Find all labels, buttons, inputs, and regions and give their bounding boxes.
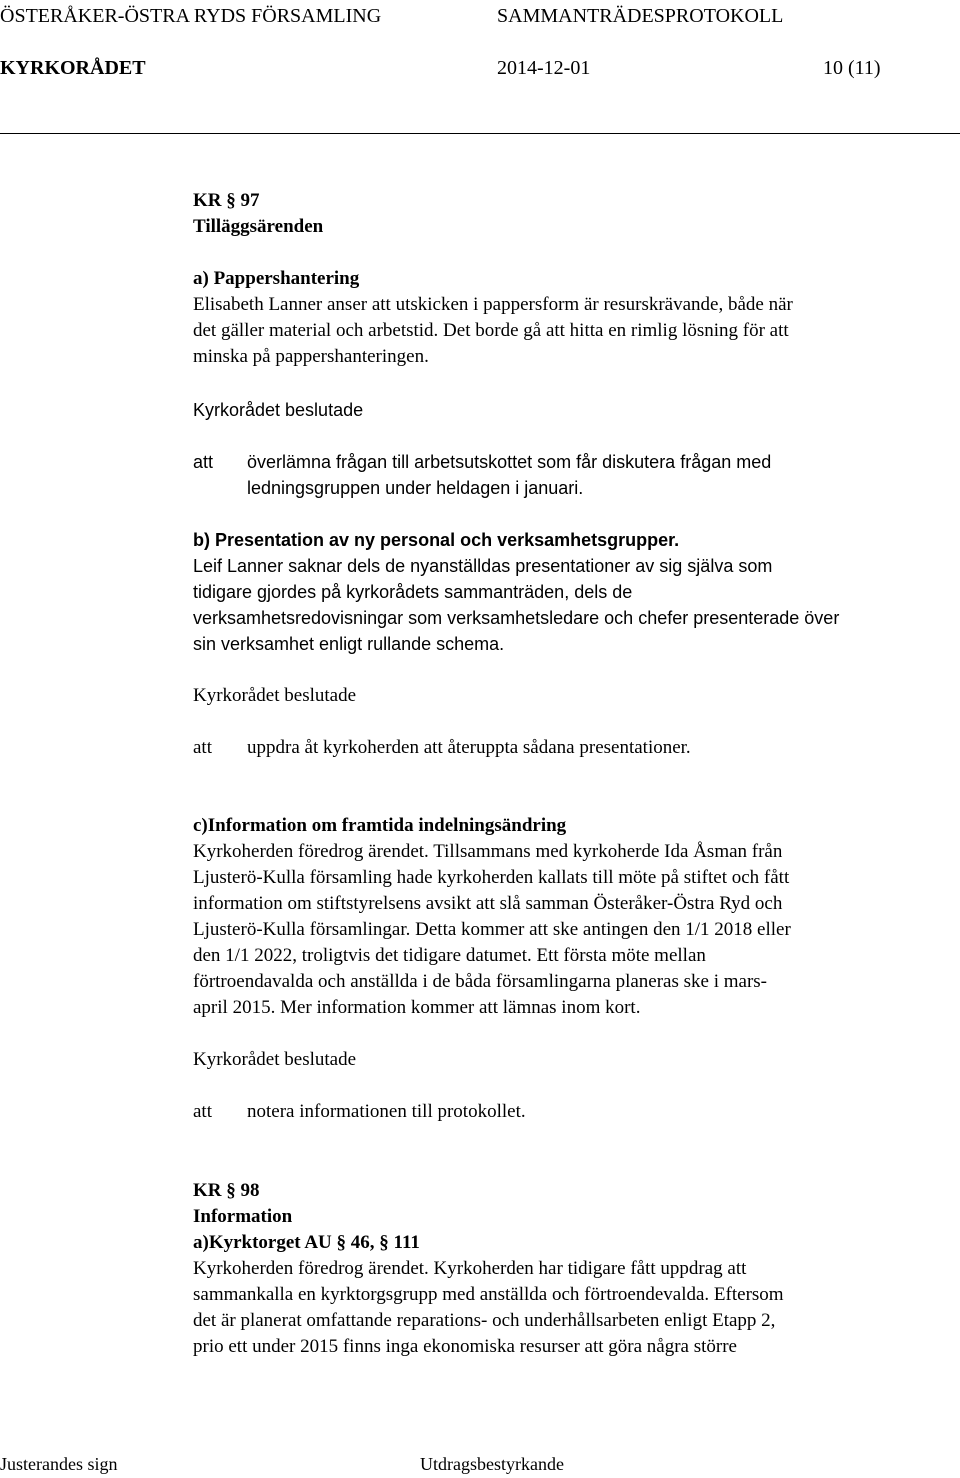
kr97a-paragraph	[193, 292, 933, 370]
text-line: sin verksamhet enligt rullande schema.	[193, 634, 505, 654]
header-body: KYRKORÅDET	[0, 57, 146, 79]
kr97c-decided: Kyrkorådet beslutade	[193, 1049, 357, 1070]
kr97b-heading: b) Presentation av ny personal och verksamhetsgrupper.	[193, 530, 680, 550]
att-label: att	[193, 452, 214, 472]
text-line: prio ett under 2015 finns inga ekonomiska resurser att göra några större	[193, 1336, 737, 1357]
decision-text: uppdra åt kyrkoherden att återuppta sådana presentationer.	[247, 737, 691, 758]
text-line: april 2015. Mer information kommer att lämnas inom kort.	[193, 997, 641, 1018]
att-label: att	[193, 737, 212, 758]
text-line: verksamhetsredovisningar som verksamhetsledare och chefer presenterade över	[193, 608, 840, 628]
decision-text	[247, 449, 937, 501]
text-line: Leif Lanner saknar dels de nyanställdas presentationer av sig själva som	[193, 556, 773, 576]
kr98-title: Information	[193, 1206, 293, 1227]
text-line: det gäller material och arbetstid. Det borde gå att hitta en rimlig lösning för att	[193, 320, 789, 341]
text-line: information om stiftstyrelsens avsikt att slå samman Österåker-Östra Ryd och	[193, 893, 783, 914]
kr98-number: KR § 98	[193, 1180, 260, 1201]
text-line: Kyrkoherden föredrog ärendet. Tillsammans med kyrkoherde Ida Åsman från	[193, 841, 783, 862]
kr97a-decided: Kyrkorådet beslutade	[193, 400, 364, 420]
text-line: tidigare gjordes på kyrkorådets sammanträden, dels de	[193, 582, 633, 602]
text-line: Elisabeth Lanner anser att utskicken i pappersform är resurskrävande, både när	[193, 294, 793, 315]
header-parish: ÖSTERÅKER-ÖSTRA RYDS FÖRSAMLING	[0, 5, 382, 27]
text-line: Ljusterö-Kulla församling hade kyrkoherden kallats till möte på stiftet och fått	[193, 867, 790, 888]
text-line: minska på pappershanteringen.	[193, 346, 429, 367]
text-line: sammankalla en kyrktorgsgrupp med anställda och förtroendevalda. Eftersom	[193, 1284, 784, 1305]
text-line: det är planerat omfattande reparations- och underhållsarbeten enligt Etapp 2,	[193, 1310, 776, 1331]
header-date: 2014-12-01	[497, 57, 591, 79]
kr97b-paragraph	[193, 553, 933, 657]
kr98a-paragraph	[193, 1256, 933, 1360]
text-line: ledningsgruppen under heldagen i januari.	[247, 478, 584, 498]
text-line: den 1/1 2022, troligtvis det tidigare datumet. Ett första möte mellan	[193, 945, 706, 966]
text-line: förtroendavalda och anställda i de båda församlingarna planeras ske i mars-	[193, 971, 767, 992]
kr97b-decided: Kyrkorådet beslutade	[193, 685, 357, 706]
kr97-title: Tilläggsärenden	[193, 216, 324, 237]
text-line: överlämna frågan till arbetsutskottet som får diskutera frågan med	[247, 452, 772, 472]
header-page: 10 (11)	[823, 57, 881, 79]
text-line: Ljusterö-Kulla församlingar. Detta kommer att ske antingen den 1/1 2018 eller	[193, 919, 791, 940]
kr97a-heading: a) Pappershantering	[193, 268, 360, 289]
kr98a-heading: a)Kyrktorget AU § 46, § 111	[193, 1232, 420, 1253]
header-doc-type: SAMMANTRÄDESPROTOKOLL	[497, 5, 784, 27]
decision-text: notera informationen till protokollet.	[247, 1101, 526, 1122]
kr97c-heading: c)Information om framtida indelningsändring	[193, 815, 567, 836]
footer-signature-label: Justerandes sign	[0, 1454, 118, 1474]
att-label: att	[193, 1101, 212, 1122]
footer-certification-label: Utdragsbestyrkande	[420, 1454, 564, 1474]
text-line: Kyrkoherden föredrog ärendet. Kyrkoherden har tidigare fått uppdrag att	[193, 1258, 747, 1279]
kr97c-paragraph	[193, 839, 933, 1021]
header-divider	[0, 133, 960, 134]
kr97-number: KR § 97	[193, 190, 260, 211]
